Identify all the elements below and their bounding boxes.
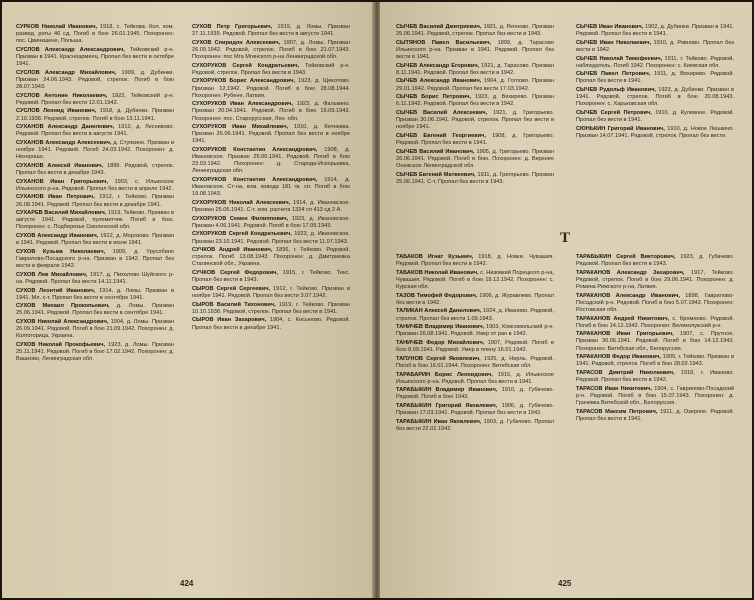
entry [576, 370, 734, 384]
entry [16, 342, 174, 363]
entry-text: 1907, с. Прутное. Призван 30.06.1941. Рядовой. Погиб в бою 14.12.1943. Похоронен: Витебская обл., Белоруссия. [576, 331, 734, 352]
entry [16, 70, 174, 91]
entry-name: СЫЧЕВ Евгений Матвеевич, [396, 171, 476, 178]
entry [192, 78, 350, 99]
entry [396, 419, 554, 433]
entry [396, 149, 554, 170]
entry-name: ТАРАБАРИН Борис Леонидович, [396, 371, 493, 378]
left-page-column-2 [192, 24, 350, 564]
entry-name: СЫЧЕВ Николай Тимофеевич, [576, 55, 663, 62]
entry [192, 63, 350, 77]
entry-name: СУЧКОВ Сергей Федорович, [192, 270, 278, 277]
entry [576, 110, 734, 124]
entry-name: СУСЛОВ Антонин Николаевич, [16, 92, 108, 99]
entry-text: 1909, д. Урусобино Гавриловo-Посадского р-на. Призван в 1942. Пропал без вести в феврале 1942. [16, 248, 174, 270]
entry-text: 1914, д. Ломы. Призван в 1941. Мл. с-т. Пропал без вести в сентябре 1941. [16, 287, 174, 301]
left-page-column-1 [16, 24, 174, 564]
entry-text: д. Ломы. Призван 25.06.1941. Рядовой. Пропал без вести в сентябре 1941. [16, 303, 174, 317]
entry [16, 194, 174, 208]
entry-text: 1923, д. Ломы. Призван 25.11.1941. Рядовой. Погиб в бою 17.02.1942. Похоронен: д. Вашково, Ленинградская обл. [16, 341, 174, 363]
entry [16, 47, 174, 68]
entry-text: 1923, д. Губачево. Рядовой. Пропал без вести в 1943. [576, 254, 734, 268]
entry [16, 319, 174, 340]
entry-name: СЫЧЕВ Василий Дмитриевич, [396, 24, 482, 30]
entry [16, 179, 174, 193]
entry-name: СЫЧЕВ Сергей Петрович, [576, 110, 652, 116]
entry-name: ТАРАБЫКИН Сергей Викторович, [576, 254, 676, 260]
entry [576, 331, 734, 352]
entry [396, 356, 554, 370]
right-page-column-1 [396, 24, 554, 239]
entry [16, 108, 174, 122]
entry-text: 1910, д. Кулевное. Рядовой. Пропал без вести в 1941. [576, 110, 734, 124]
entry-text: 1918, д. Новки. Чувашия. Рядовой. Пропал без вести в 1942. [396, 254, 554, 268]
entry-text: 1911, д. Озерное. Рядовой. Пропал без вести в 1941. [576, 408, 734, 422]
entry [576, 316, 734, 330]
entry-text: 1908, д. Григорьево. Рядовой. Пропал без вести в 1941. [396, 132, 554, 146]
entry-text: 1906, д. Губачево. Призван 17.03.1941. Рядовой. Пропал без вести в 1942. [396, 403, 554, 417]
entry [16, 24, 174, 45]
entry [192, 231, 350, 245]
entry [576, 254, 734, 268]
entry [192, 270, 350, 284]
entry-text: 1914, д. Ивановское. Ст-на, ком. взвода 181 гв. сп. Погиб в бою 19.08.1943. [192, 177, 350, 198]
entry-name: ТАРАБЫКИН Иван Яковлевич, [396, 418, 482, 425]
entry [16, 288, 174, 302]
entry [396, 403, 554, 417]
entry-text: 1912, д. Лесниково. Рядовой. Пропал без вести в августе 1941. [16, 124, 174, 138]
entry-name: СЫРОВ Сергей Сергеевич, [192, 285, 271, 292]
entry [396, 308, 554, 322]
entry-text: 1923, д. Ивановское. Призван 4.06.1941. Рядовой. Погиб в бою 17.09.1943. [192, 215, 350, 229]
entry-name: ТАРАКАНОВ Андрей Никитович, [576, 315, 670, 322]
entry-name: СЫРОВ Иван Захарович, [192, 317, 267, 324]
entry [396, 110, 554, 131]
entry-name: СУХОВ Кузьма Николаевич, [16, 248, 106, 255]
entry-text: 1918, с. Тейкова. Кол. ком. развед. роты 46 сд. Погиб в бою 26.01.1945. Похоронен: пос. Цвинкшене, Польша. [16, 24, 174, 45]
entry [576, 40, 734, 54]
entry [396, 324, 554, 338]
entry-text: 1911, д. Григорьево. Призван 25.06.1941. С-т. Пропал без вести в 1943. [396, 171, 554, 185]
entry-text: 1924, д. Иваново. Рядовой, стрелок. Пропал без вести 1.09.1943. [396, 308, 554, 322]
entry-text: 1905, д. Григорьево. Призван 26.06.1941. Рядовой. Погиб в бою. Похоронен: д. Верхнее Онежское Ленинградской обл. [396, 148, 554, 169]
entry-text: д. Ступкино. Призван в ноябре 1941. Рядовой. Погиб 24.03.1942. Похоронен: д. Нехорошо. [16, 139, 174, 161]
entry [16, 140, 174, 161]
entry-name: СУХАРЕВ Василий Михайлович, [16, 210, 107, 217]
right-page-column-2 [576, 24, 734, 239]
book-spread [2, 2, 752, 598]
entry-name: ТАЗОВ Тимофей Федорович, [396, 292, 478, 299]
entry-text: 1923, д. Ивановское. Призван 23.10.1941. Рядовой. Пропал без вести 11.07.1943. [192, 231, 350, 245]
entry [576, 386, 734, 407]
entry [576, 24, 734, 38]
entry [192, 216, 350, 230]
entry-text: 1899. Рядовой, стрелок. Пропал без вести в декабре 1943. [16, 162, 174, 176]
entry-text: 1910, д. Новое Лешкино. Призван 14.07.1941. Рядовой, стрелок. Пропал без вести. [576, 125, 734, 139]
entry [16, 303, 174, 317]
entry-text: 1904, д. Гоглово. Призван 29.01.1942. Рядовой. Пропал без вести 17.03.1942. [396, 78, 554, 92]
entry-text: 1910, д. Рявново. Пропал без вести в 1942. [576, 39, 734, 53]
entry-name: ТАНИЧЕВ Владимир Иванович, [396, 324, 485, 331]
entry-name: ТАРАКАНОВ Иван Григорьевич, [576, 331, 674, 338]
entry-name: ТАРАКАНОВ Александр Иванович, [576, 292, 680, 299]
entry-text: 1915, г. Тейково. Текс. Пропал без вести в 1943. [192, 270, 350, 284]
entry [16, 163, 174, 177]
entry-name: ТАРАКАНОВ Федор Иванович, [576, 354, 661, 361]
entry [16, 124, 174, 138]
entry-name: СУХОРУКОВ Иван Михайлович, [192, 124, 289, 131]
entry [192, 286, 350, 300]
entry-text: 1918, д. Дубинки. Призван 2.10.1938. Рядовой, стрелок. Погиб в бою 13.11.1941. [16, 108, 174, 122]
entry-text: 1908, д. Ивановское. Призван 25.06.1941. Рядовой. Погиб в бою 23.03.1942. Похоронен: д. Старода-Искорьевка, Ленинградская обл. [192, 147, 350, 175]
entry-name: ТАРАКАНОВ Александр Захарович, [576, 269, 685, 276]
entry-text: 1911, г. Тейково. Рядовой, наблюдатель. Погиб 1942. Похоронен: с. Киевская обл. [576, 55, 734, 69]
entry-name: СУХОВ Николай Александрович, [16, 319, 109, 326]
entry-text: 1911, д. Вяхирево. Рядовой. Пропал без вести в 1941. [576, 71, 734, 85]
entry-name: СУХОРУКОВ Николай Алексеевич, [192, 199, 291, 206]
entry-name: СУХОРУКОВ Константин Александрович, [192, 147, 318, 154]
entry [16, 249, 174, 270]
left-page-number: 424 [180, 579, 194, 588]
entry-text: 1904, с. Кнсыново. Рядовой. Пропал без вести в декабре 1941. [192, 317, 350, 331]
entry [192, 24, 350, 38]
entry-name: СУХАНОВ Александр Данилович, [16, 124, 115, 131]
entry-name: ТАБАКОВ Николай Иванович, [396, 269, 479, 276]
entry-name: СЮНЬКИН Григорий Иванович, [576, 125, 665, 132]
right-page-t-column-1 [396, 254, 554, 566]
entry-text: 1914, д. Ивановское. Призван 25.06.1941. С-т. ком. расчета 1324 сп 413 сд 2 А. [192, 199, 350, 213]
entry [396, 387, 554, 401]
entry-text: 1902, д. Дубинки. Призван в 1941. Рядовой. Пропал без вести в 1941. [576, 24, 734, 38]
entry-name: СЫТЯНОВ Павел Васильевич, [396, 39, 492, 46]
entry-name: СУХОРУКОВ Борис Александрович, [192, 78, 295, 85]
entry [396, 372, 554, 386]
entry-name: ТАРАСОВ Дмитрий Николаевич, [576, 369, 675, 376]
entry-text: 1916, д. Ильинское Ильинского р-на. Рядовой. Пропал без вести в 1941. [396, 371, 554, 385]
entry [192, 317, 350, 331]
entry-text: 1921, д. Григорьево. Призван 30.06.1941. Рядовой, стрелок. Пропал без вести в ноябре 1941. [396, 110, 554, 131]
entry [396, 94, 554, 108]
entry [576, 293, 734, 314]
entry [192, 177, 350, 198]
entry [576, 87, 734, 108]
entry-text: 1912, г. Тейково. Призван в ноябре 1941. Рядовой. Пропал без вести 3.07.1942. [192, 285, 350, 299]
entry-text: 1912, д. Морозово. Призван в 1941. Рядовой. Пропал без вести в июле 1941. [16, 233, 174, 247]
entry [396, 133, 554, 147]
entry-name: СУХОРУКОВ Сергей Кондратьевич, [192, 62, 300, 69]
right-page [380, 2, 752, 598]
entry-name: СЫЧЕВ Александр Иванович, [396, 78, 482, 85]
entry-text: 1907, Рядовой. Погиб в бою 8.09.1941. Рядовой. Умер в плену 16.01.1942. [396, 340, 554, 354]
entry-text: 1899, д. Тарасово Ильинского р-на. Призван в 1941. Рядовой. Пропал без вести в 1941. [396, 39, 554, 60]
entry-text: 1923, д. Фалькино. Призван 20.04.1941. Рядовой. Погиб в бою 19.09.1943. Похоронен: пос. Старорусская, Лен. обл. [192, 101, 350, 122]
entry-text: 1910, д. Кочневка. Призван 26.06.1941. Рядовой. Пропал без вести в ноябре 1941. [192, 124, 350, 145]
entry-name: СЫЧЕВ Иван Иванович, [576, 24, 644, 30]
entry [396, 63, 554, 77]
entry [16, 233, 174, 247]
entry-name: СУРКОВ Николай Иванович, [16, 24, 98, 30]
entry-name: СУХОРУКОВ Константин Александрович, [192, 177, 318, 184]
entry-text: 1904, д. Ломы. Призван 26.09.1941. Рядовой. Погиб в бою 21.09.1942. Похоронен: д. Колгогорица, Украина. [16, 319, 174, 340]
entry-name: СУХАНОВ Алексей Иванович, [16, 162, 104, 169]
entry-name: ТАРАБЫКИН Владимир Иванович, [396, 387, 498, 394]
entry-text: 1910, д. Губачево. Рядовой. Погиб в бою 1943. [396, 387, 554, 401]
entry-name: СУХАНОВ Иван Петрович, [16, 194, 95, 201]
entry-text: 1919, г. Тейково. Призван 10.10.1938. Рядовой, стрелок. Пропал без вести в 1941. [192, 301, 350, 315]
entry [396, 270, 554, 291]
left-page [2, 2, 374, 598]
entry [576, 56, 734, 70]
entry-name: СУСЛОВ Александр Александрович, [16, 46, 125, 53]
entry-text: 1909, д. Дубинки. Призван 24.06.1943. Рядовой, стрелок. Погиб в бою 28.07.1943. [16, 69, 174, 90]
entry-name: СЫРОВ Василий Тихонович, [192, 301, 276, 308]
entry-name: ТАЛИКАН Алексей Данилович, [396, 308, 482, 315]
entry-text: 1918, г. Иваново. Рядовой. Пропал без вести в 1942. [576, 369, 734, 384]
entry [192, 247, 350, 268]
entry-name: СУХОВ Петр Григорьевич, [192, 24, 273, 30]
entry [396, 40, 554, 61]
entry-text: 1903, д. Губачево. Пропал без вести 22.02.1942. [396, 418, 554, 432]
entry [576, 126, 734, 140]
entry-name: СУХОВ Спиридон Алексеевич, [192, 39, 281, 46]
entry [192, 147, 350, 175]
entry [576, 354, 734, 368]
section-letter: Т [560, 230, 571, 246]
entry-text: 1921, д. Тарасово. Призван 8.11.1941. Рядовой. Пропал без вести в 1942. [396, 62, 554, 76]
entry-text: 1922, Тейковский р-н. Рядовой. Пропал без вести 12.01.1942. [16, 92, 174, 106]
entry [16, 272, 174, 286]
entry [192, 124, 350, 145]
entry-text: 1923, д. Вяхирево. Призван 6.11.1942. Рядовой. Пропал без вести в 1942. [396, 94, 554, 108]
entry-text: Тейковский р-н. Рядовой, стрелок. Пропал без вести в 1943. [192, 62, 350, 76]
entry-name: ТАБАКОВ Игнат Кузьмич, [396, 254, 474, 260]
entry-text: 1923, д. Дубинки. Призван в 1941. Рядовой, стрелок. Погиб в бою 20.08.1943. Похоронен: с. Харьковская обл. [576, 87, 734, 108]
entry-name: ТАРАСОВ Иван Никитович, [576, 385, 653, 392]
entry-name: СЫЧЕВ Евгений Георгиевич, [396, 132, 486, 139]
entry-text: 1925, д. Нерль. Рядовой. Погиб в бою 16.01.1944. Похоронен: Витебская обл. [396, 355, 554, 369]
entry [192, 200, 350, 214]
entry-name: СЫЧЕВ Василий Алексеевич, [396, 110, 488, 116]
entry-text: 1912, г. Тейково. Призван 26.08.1941. Рядовой. Пропал без вести в декабре 1941. [16, 194, 174, 208]
entry-name: СУХАНОВ Александр Алексеевич, [16, 139, 112, 146]
entry-name: СУСЛОВ Александр Михайлович, [16, 69, 117, 76]
entry-name: СЫЧЕВ Александр Егорович, [396, 62, 480, 69]
entry-name: ТАПУНОВ Сергей Яковлевич, [396, 355, 481, 362]
entry-name: СУХОВ Михаил Прокопьевич, [16, 303, 110, 310]
entry-name: СУХОВ Леонтий Иванович, [16, 287, 96, 294]
entry-text: 1923, д. Щекотово. Призван 12.1942. Рядовой. Погиб в бою 28.08.1944. Похоронен: Рубене, Латвия. [192, 78, 350, 99]
entry-name: СЫЧЕВ Иван Николаевич, [576, 39, 652, 46]
entry-name: СУХАНОВ Иван Григорьевич, [16, 178, 108, 185]
entry-text: 1906, д. Журавлево. Пропал без вести в 1942. [396, 292, 554, 306]
entry [396, 340, 554, 354]
entry-name: СУХОРУКОВ Сергей Кондратьевич, [192, 231, 292, 238]
entry [16, 210, 174, 231]
entry-name: СЫЧЕВ Борис Петрович, [396, 94, 471, 101]
entry [576, 409, 734, 423]
entry-name: СУХОВ Николай Прокофьевич, [16, 341, 106, 348]
entry-name: СУЧКОВ Андрей Иванович, [192, 247, 273, 254]
right-page-t-column-2 [576, 254, 734, 566]
entry-text: 1919, д. Ломы. Призван 27.11.1939. Рядовой. Пропал без вести в августе 1941. [192, 24, 350, 38]
entry-text: 1903, Комсомольский р-н. Призван 26.08.1941. Рядовой. Умер от ран в 1942. [396, 324, 554, 338]
entry-text: 1896, г. Тейково. Рядовой, стрелок. Погиб 13.08.1943. Похоронен: д. Дмитриевка Сталинской обл., Украина. [192, 247, 350, 268]
entry [396, 24, 554, 38]
entry-name: СЫЧЕВ Рудольф Иванович, [576, 87, 656, 94]
entry-text: 1903, с. Ильинское Ильинского р-на. Рядовой. Пропал без вести в апреле 1942. [16, 178, 174, 192]
entry [396, 78, 554, 92]
entry [396, 293, 554, 307]
entry [16, 93, 174, 107]
right-page-number: 425 [558, 579, 572, 588]
entry-text: Тейковский р-н. Призван в 1941. Красноармеец. Пропал без вести в октябре 1941. [16, 46, 174, 68]
entry-text: 1921, д. Репново. Призван 25.06.1941. Рядовой, стрелок. Пропал без вести в 1943. [396, 24, 554, 38]
entry-text: 1909, г. Тейково. Призван в 1941. Рядовой, стрелок. Погиб в бою 28.02.1943. [576, 354, 734, 368]
entry [192, 101, 350, 122]
entry [576, 270, 734, 291]
entry-name: СЫЧЕВ Павел Петрович, [576, 71, 651, 78]
entry-text: 1907, д. Ломы. Призван 26.09.1942. Рядовой, стрелок. Погиб в бою 21.07.1943. Похоронен: пос Мга Мгинского р-на Ленинградской обл. [192, 39, 350, 60]
entry-name: ТАРАСОВ Максим Петрович, [576, 408, 658, 415]
entry [396, 254, 554, 268]
entry [576, 71, 734, 85]
entry-text: с. Низовкий Порецкого р-на, Чувашия. Рядовой. Погиб в бою 19.12.1942. Похоронен: с. Курская обл. [396, 269, 554, 290]
entry-name: СЫЧЕВ Василий Иванович, [396, 148, 475, 155]
entry-text: 1917, д. Пихолово Шуйского р-на. Рядовой. Пропал без вести 14.11.1941. [16, 271, 174, 285]
entry-name: ТАНИЧЕВ Федор Михайлович, [396, 340, 485, 346]
entry-text: 1917, Тейково. Рядовой, стрелок. Погиб в бою 29.06.1941. Похоронен: д. Ромина Рижского р-на, Латвия. [576, 269, 734, 290]
entry-text: 1919, Тейково. Призван в августе 1941. Рядовой, пулеметчик. Погиб в бою. Похоронен: с. Подберезье Смоленской обл. [16, 210, 174, 231]
entry-text: с. Кромнево. Рядовой. Погиб в бою 14.12.1942. Похоронен: Великолукский р-н. [576, 315, 734, 329]
entry [192, 302, 350, 316]
entry-name: СУХОВ Лев Михайлович, [16, 271, 88, 278]
entry-name: ТАРАБЫКИН Григорий Яковлевич, [396, 403, 498, 410]
entry [192, 40, 350, 61]
entry-name: СУХОРУКОВ Иван Александрович, [192, 101, 293, 108]
entry [396, 172, 554, 186]
entry-name: СУХОРУКОВ Семен Филиппович, [192, 215, 289, 222]
entry-name: СУХОВ Александр Иванович, [16, 233, 99, 240]
entry-text: 1904, с. Гавриловo-Посадский р-н. Рядовой. Погиб в бою 15.07.1943. Похоронен: д. Грачевка Витебской обл., Белоруссия. [576, 385, 734, 406]
entry-text: 1898, Гавриловo-Посадский р-н. Рядовой. Погиб в бою 5.07.1942. Похоронен: Ростовская обл. [576, 292, 734, 313]
entry-name: СУСЛОВ Леонид Иванович, [16, 108, 97, 115]
